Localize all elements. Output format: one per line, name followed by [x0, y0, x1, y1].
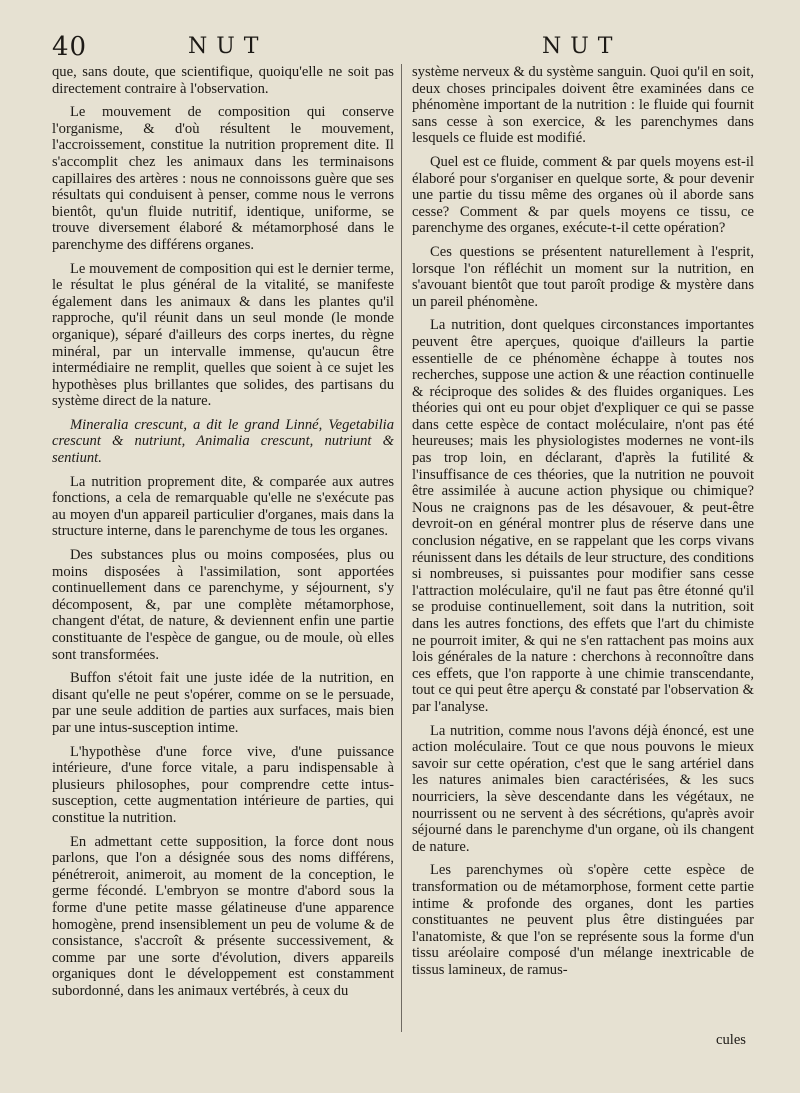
column-divider: [401, 64, 402, 1032]
catchword: cules: [716, 1032, 746, 1048]
paragraph: Ces questions se présentent naturellement à l'esprit, lorsque l'on réfléchit un moment sur la nutrition, en s'avouant bientôt que tout paroît prodige & mystère dans un pareil phénomène.: [412, 243, 754, 310]
paragraph: La nutrition, dont quelques circonstances importantes peuvent être aperçues, quoique d'ailleurs la partie essentielle de ce phénomène échappe à toutes nos recherches, suppose une action & une réaction continuelle & réciproque des solides & des fluides organiques. Les théories qui ont eu pour objet d'expliquer ce qui se passe dans cette espèce de contact moléculaire, n'ont pas été heureuses; mais les physiologistes modernes ne vont-ils pas trop loin, en déclarant, d'après la futilité & l'insuffisance de ces théories, que la nutrition ne pouvoit être assimilée à aucune action physique ou chimique? Nous ne craignons pas de les désavouer, & peut-être devroit-on en général montrer plus de réserve dans une conclusion négative, en se rappelant que les corps vivans réunissent dans les détails de leur structure, des conditions si nombreuses, si puissantes pour modifier sans cesse l'attraction moléculaire, qu'il ne faut pas être étonné qu'il se produise continuellement, soit dans la nutrition, soit dans les autres fonctions, des effets que l'art du chimiste ne pourroit imiter, & qui ne s'en rattachent pas moins aux lois générales de la nature : cherchons à reconnoître dans ces effets, que l'on rapporte à une chimie transcendante, tout ce qui peut être aperçu & constaté par l'observation & par l'analyse.: [412, 317, 754, 715]
left-column: [52, 64, 394, 1006]
paragraph: La nutrition, comme nous l'avons déjà énoncé, est une action moléculaire. Tout ce que nous pouvons le mieux savoir sur cette opération, c'est que le sang artériel dans les natures animales bien caractérisées, & les sucs nourriciers, la sève descendante dans les végétaux, ne nourrissent ou ne servent à des sécrétions, qu'après avoir séjourné dans le parenchyme d'un organe, où ils changent de nature.: [412, 722, 754, 855]
paragraph: Le mouvement de composition qui conserve l'organisme, & d'où résultent le mouvement, l'accroissement, constitue la nutrition proprement dite. Il s'accomplit chez les animaux dans les terminaisons capillaires des artères : nous ne connoissons guère que ses résultats qui conduisent à penser, comme nous le verrons bientôt, qu'un fluide nutritif, identique, uniforme, se trouve diversement élaboré & métamorphosé dans le parenchyme des différens organes.: [52, 104, 394, 253]
running-head-left: NUT: [188, 34, 268, 59]
linnaeus-quote: Mineralia crescunt, a dit le grand Linné, Vegetabilia crescunt & nutriunt, Animalia crescunt, nutriunt & sentiunt.: [52, 416, 394, 467]
running-head-right: NUT: [542, 34, 622, 59]
page-header: [0, 30, 800, 66]
paragraph: que, sans doute, que scientifique, quoiqu'elle ne soit pas directement contraire à l'observation.: [52, 64, 394, 97]
page-number: 40: [52, 32, 88, 62]
right-column: [412, 64, 754, 985]
paragraph: L'hypothèse d'une force vive, d'une puissance intérieure, d'une force vitale, a paru indispensable à plusieurs philosophes, pour comprendre cette intus-susception, cette augmentation intérieure de parties, qui constitue la nutrition.: [52, 743, 394, 826]
paragraph: Les parenchymes où s'opère cette espèce de transformation ou de métamorphose, forment cette partie intime & profonde des organes, dont les parties constituantes ne peuvent plus être distinguées par l'anatomiste, & que l'on se représente sous la forme d'un tissu aréolaire composé d'un mélange inextricable de tissus lamineux, de ramus-: [412, 862, 754, 978]
paragraph: Buffon s'étoit fait une juste idée de la nutrition, en disant qu'elle ne peut s'opérer, comme on se le persuade, par une seule addition de parties aux surfaces, mais bien par une intus-susception intime.: [52, 670, 394, 736]
paragraph: En admettant cette supposition, la force dont nous parlons, que l'on a désignée sous des noms différens, pénétreroit, animeroit, au moment de la conception, le germe fécondé. L'embryon se montre d'abord sous la forme d'une petite masse gélatineuse d'une apparence homogène, prend insensiblement un peu de volume & de consistance, s'accroît & présente successivement, & comme par une sorte d'évolution, divers appareils organiques dont le développement est constamment subordonné, dans les animaux vertébrés, à ceux du: [52, 833, 394, 999]
paragraph: Le mouvement de composition qui est le dernier terme, le résultat le plus général de la vitalité, se manifeste également dans les animaux & dans les plantes qu'il rapproche, qu'il réunit dans un seul monde (le monde organique), séparé d'ailleurs des corps inertes, du règne minéral, par un intervalle immense, qu'aucun être intermédiaire ne remplit, quelles que soient à ce sujet les hypothèses plus brillantes que solides, des partisans du système direct de la nature.: [52, 260, 394, 410]
paragraph: Des substances plus ou moins composées, plus ou moins disposées à l'assimilation, sont apportées continuellement dans ce parenchyme, y séjournent, s'y décomposent, &, par une complète métamorphose, changent d'état, de nature, & deviennent enfin une partie constituante de l'espèce de gangue, ou de moule, où elles sont transformées.: [52, 547, 394, 663]
paragraph: La nutrition proprement dite, & comparée aux autres fonctions, a cela de remarquable qu'elle ne s'exécute pas au moyen d'un appareil particulier d'organes, mais dans la structure interne, dans le parenchyme de tous les organes.: [52, 473, 394, 540]
paragraph: Quel est ce fluide, comment & par quels moyens est-il élaboré pour s'organiser en quelque sorte, & pour devenir une partie du tissu même des organes où il aborde sans cesse? Comment & par quels moyens ce tissu, ce parenchyme des organes, exécute-t-il cette opération?: [412, 153, 754, 237]
paragraph: système nerveux & du système sanguin. Quoi qu'il en soit, deux choses principales doivent être examinées dans ce phénomène important de la nutrition : le fluide qui fournit sans cesse à son exercice, & les parenchymes dans lesquels ce fluide est modifié.: [412, 64, 754, 147]
